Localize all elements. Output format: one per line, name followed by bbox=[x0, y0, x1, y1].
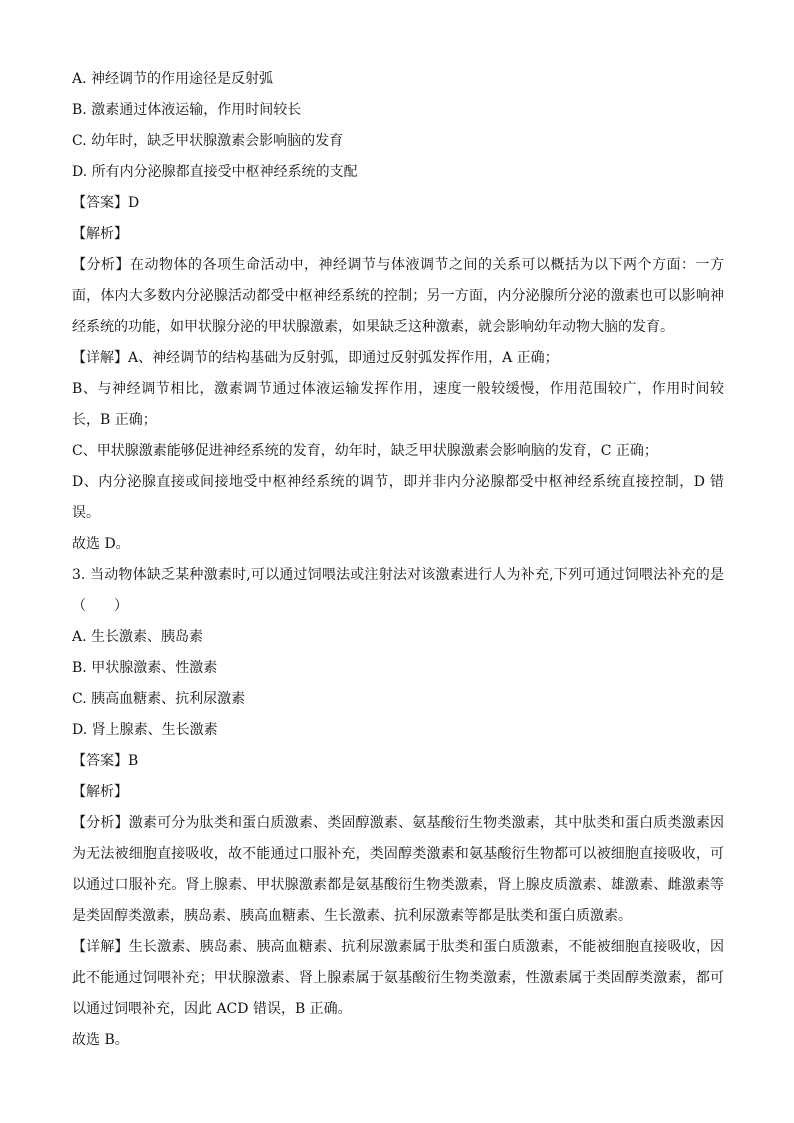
q3-option-a: A. 生长激素、胰岛素 bbox=[72, 629, 204, 645]
q2-fenxi-label: 【分析】 bbox=[72, 257, 130, 273]
document-page bbox=[72, 64, 724, 1056]
q2-xiangjie-b: B、与神经调节相比，激素调节通过体液运输发挥作用，速度一般较缓慢，作用范围较广，作用时间较长，B 正确； bbox=[72, 381, 724, 428]
q2-xiangjie-d: D、内分泌腺直接或间接地受中枢神经系统的调节，即并非内分泌腺都受中枢神经系统直接控制，D 错误。 bbox=[72, 474, 724, 521]
q2-xiangjie-label: 【详解】 bbox=[72, 350, 128, 366]
q3-stem: 3. 当动物体缺乏某种激素时,可以通过饲喂法或注射法对该激素进行人为补充,下列可通过饲喂法补充的是（ ） bbox=[72, 567, 724, 614]
q3-option-b: B. 甲状腺激素、性激素 bbox=[72, 660, 218, 676]
q2-answer bbox=[72, 188, 724, 219]
q3-fenxi bbox=[72, 808, 724, 932]
q3-answer-value: B bbox=[128, 753, 139, 769]
q3-fenxi-text: 激素可分为肽类和蛋白质激素、类固醇激素、氨基酸衍生物类激素，其中肽类和蛋白质类激素因为无法被细胞直接吸收，故不能通过口服补充，类固醇类激素和氨基酸衍生物都可以被细胞直接吸收，可以通过口服补充。肾上腺素、甲状腺激素都是氨基酸衍生物类激素，肾上腺皮质激素、雄激素、雌激素等是类固醇类激素，胰岛素、胰高血糖素、生长激素、抗利尿激素等都是肽类和蛋白质激素。 bbox=[72, 815, 725, 924]
q3-answer bbox=[72, 746, 724, 777]
q3-xiangjie-text: 生长激素、胰岛素、胰高血糖素、抗利尿激素属于肽类和蛋白质激素，不能被细胞直接吸收，因此不能通过饲喂补充；甲状腺激素、肾上腺素属于氨基酸衍生物类激素，性激素属于类固醇类激素，都可以通过饲喂补充，因此 ACD 错误，B 正确。 bbox=[72, 939, 725, 1017]
q2-xiangjie-a bbox=[72, 343, 724, 374]
q2-conclusion: 故选 D。 bbox=[72, 536, 130, 552]
q2-answer-label: 【答案】 bbox=[72, 195, 128, 211]
q2-analysis-heading: 【解析】 bbox=[72, 226, 128, 242]
q3-xiangjie bbox=[72, 932, 724, 1025]
q2-option-a: A. 神经调节的作用途径是反射弧 bbox=[72, 71, 274, 87]
q2-option-d: D. 所有内分泌腺都直接受中枢神经系统的支配 bbox=[72, 164, 358, 180]
q3-fenxi-label: 【分析】 bbox=[72, 815, 129, 831]
q3-option-c: C. 胰高血糖素、抗利尿激素 bbox=[72, 691, 246, 707]
q2-answer-value: D bbox=[128, 195, 140, 211]
q2-xiangjie-c: C、甲状腺激素能够促进神经系统的发育，幼年时，缺乏甲状腺激素会影响脑的发育，C 正确； bbox=[72, 443, 658, 459]
q3-analysis-heading: 【解析】 bbox=[72, 784, 128, 800]
q3-conclusion: 故选 B。 bbox=[72, 1032, 129, 1048]
q2-fenxi-text: 在动物体的各项生命活动中，神经调节与体液调节之间的关系可以概括为以下两个方面：一方面，体内大多数内分泌腺活动都受中枢神经系统的控制；另一方面，内分泌腺所分泌的激素也可以影响神经系统的功能，如甲状腺分泌的甲状腺激素，如果缺乏这种激素，就会影响幼年动物大脑的发育。 bbox=[72, 257, 724, 335]
q3-option-d: D. 肾上腺素、生长激素 bbox=[72, 722, 218, 738]
q3-answer-label: 【答案】 bbox=[72, 753, 128, 769]
q2-option-b: B. 激素通过体液运输，作用时间较长 bbox=[72, 102, 302, 118]
q3-xiangjie-label: 【详解】 bbox=[72, 939, 129, 955]
q2-option-c: C. 幼年时，缺乏甲状腺激素会影响脑的发育 bbox=[72, 133, 344, 149]
q2-xiangjie-a-text: A、神经调节的结构基础为反射弧，即通过反射弧发挥作用，A 正确； bbox=[128, 350, 559, 366]
q2-fenxi bbox=[72, 250, 724, 343]
